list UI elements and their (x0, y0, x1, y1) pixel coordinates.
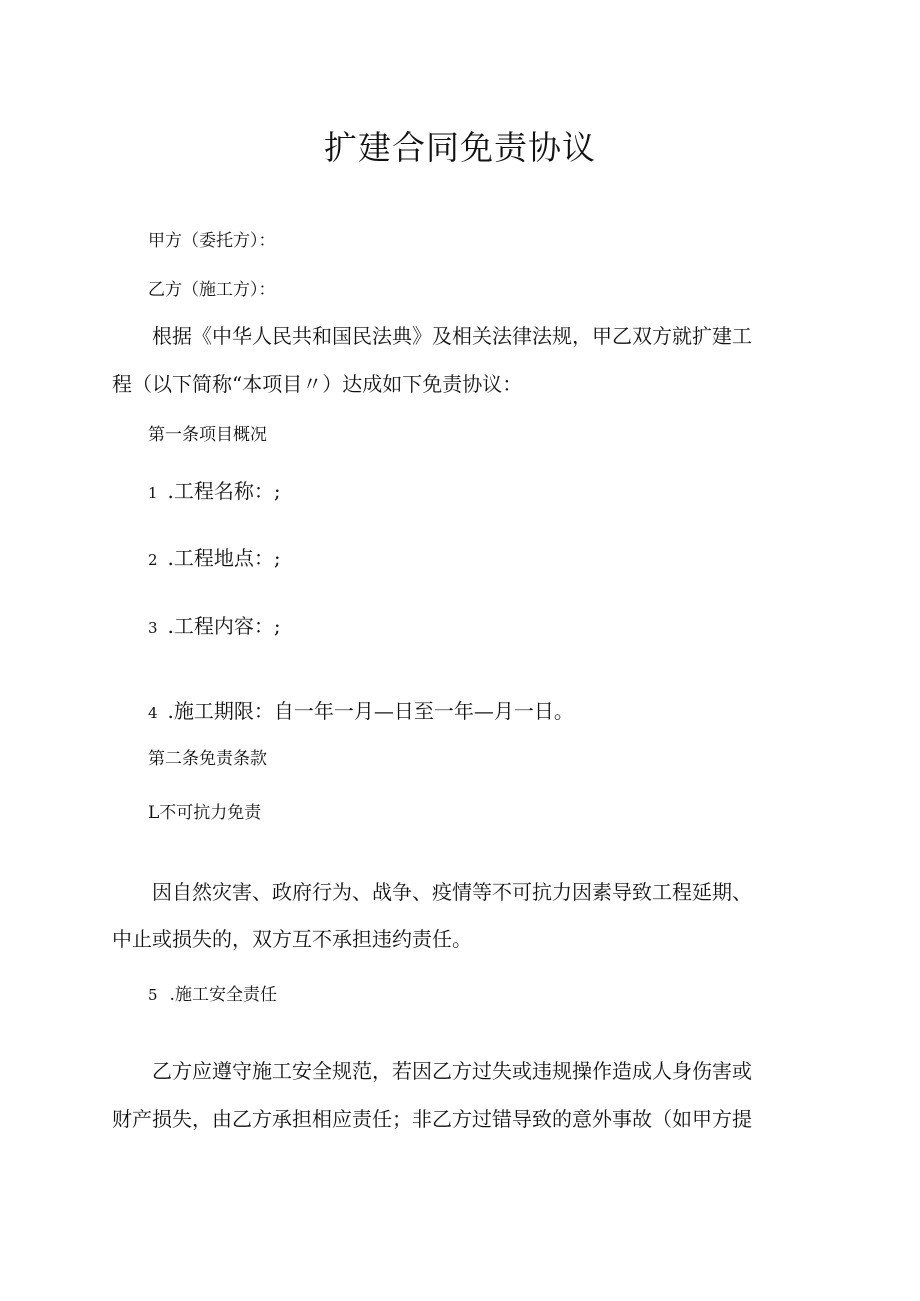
document-title: 扩建合同免责协议 (324, 128, 596, 167)
clause-1-heading: L不可抗力免责 (148, 803, 262, 823)
party-b-label: 乙方（施工方）： (148, 280, 276, 300)
clause-2-line-1: 乙方应遵守施工安全规范，若因乙方过失或违规操作造成人身伤害或 (152, 1059, 752, 1083)
article-2-heading: 第二条免责条款 (148, 749, 267, 769)
clause-2-title: .施工安全责任 (169, 985, 277, 1005)
item-text: .工程地点：; (167, 546, 281, 570)
list-item (148, 697, 574, 727)
list-item (148, 544, 281, 574)
item-number: 1 (148, 484, 158, 502)
clause-1-line-2: 中止或损失的，双方互不承担违约责任。 (112, 927, 472, 951)
clause-2-number: 5 (148, 986, 158, 1004)
item-text: .施工期限：自一年一月—日至一年—月一日。 (167, 699, 574, 723)
intro-line-1: 根据《中华人民共和国民法典》及相关法律法规，甲乙双方就扩建工 (152, 324, 752, 348)
item-text: .工程名称：; (167, 479, 281, 503)
list-item (148, 612, 281, 642)
item-text: .工程内容：; (167, 614, 281, 638)
item-number: 3 (148, 619, 158, 637)
clause-2-heading (148, 983, 277, 1007)
article-1-heading: 第一条项目概况 (148, 425, 267, 445)
clause-1-line-1: 因自然灾害、政府行为、战争、疫情等不可抗力因素导致工程延期、 (152, 880, 752, 904)
intro-line-2: 程（以下简称“本项目〃）达成如下免责协议： (112, 372, 523, 396)
party-a-label: 甲方（委托方）： (148, 231, 276, 251)
item-number: 4 (148, 704, 158, 722)
list-item (148, 477, 281, 507)
clause-2-line-2: 财产损失，由乙方承担相应责任；非乙方过错导致的意外事故（如甲方提 (112, 1107, 752, 1131)
item-number: 2 (148, 551, 158, 569)
